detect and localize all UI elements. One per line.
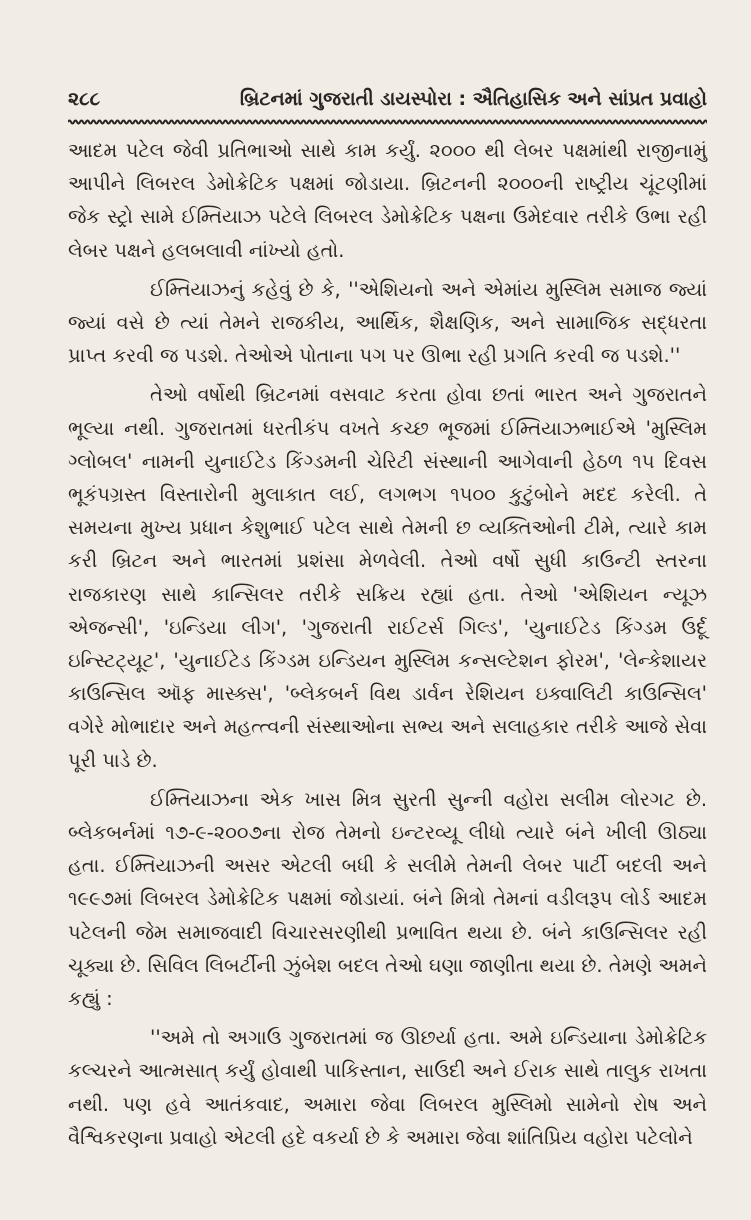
page-number: ૨૮૮: [68, 88, 101, 110]
page-header: [68, 86, 707, 112]
page-body: [68, 134, 707, 1154]
paragraph-quote-imtiyaz: ઈમ્તિયાઝનું કહેવું છે કે, ''એશિયનો અને એમાંય મુસ્લિમ સમાજ જ્યાં જ્યાં વસે છે ત્યાં તેમને રાજકીય, આર્થિક, શૈક્ષણિક, અને સામાજિક સદ્ધરતા પ્રાપ્ત કરવી જ પડશે. તેઓએ પોતાના પગ પર ઊભા રહી પ્રગતિ કરવી જ પડશે.'': [68, 277, 707, 368]
paragraph-salim-lorgat: ઈમ્તિયાઝના એક ખાસ મિત્ર સુરતી સુન્ની વહોરા સલીમ લોરગટ છે. બ્લેકબર્નમાં ૧૭-૯-૨૦૦૭ના રોજ તેમનો ઇન્ટરવ્યૂ લીધો ત્યારે બંને ખીલી ઊઠ્યા હતા. ઈમ્તિયાઝની અસર એટલી બધી કે સલીમે તેમની લેબર પાર્ટી બદલી અને ૧૯૯૭માં લિબરલ ડેમોક્રેટિક પક્ષમાં જોડાયાં. બંને મિત્રો તેમનાં વડીલરૂપ લોર્ડ આદમ પટેલની જેમ સમાજવાદી વિચારસરણીથી પ્રભાવિત થયા છે. બંને કાઉન્સિલર રહી ચૂક્યા છે. સિવિલ લિબર્ટીની ઝુંબેશ બદલ તેઓ ઘણા જાણીતા થયા છે. તેમણે અમને કહ્યું :: [68, 787, 707, 1011]
running-title: બ્રિટનમાં ગુજરાતી ડાયસ્પોરા : ઐતિહાસિક અને સાંપ્રત પ્રવાહો: [239, 88, 707, 110]
paragraph-quote-salim: ''અમે તો અગાઉ ગુજરાતમાં જ ઊછર્યા હતા. અમે ઇન્ડિયાના ડેમોક્રેટિક કલ્ચરને આત્મસાત્ કર્યું હોવાથી પાકિસ્તાન, સાઉદી અને ઈરાક સાથે તાલુક રાખતા નથી. પણ હવે આતંકવાદ, અમારા જેવા લિબરલ મુસ્લિમો સામેનો રોષ અને વૈશ્વિકરણના પ્રવાહો એટલી હદે વકર્યા છે કે અમારા જેવા શાંતિપ્રિય વહોરા પટેલોને: [68, 1026, 707, 1149]
header-divider: [68, 118, 707, 126]
paragraph-continuation: આદમ પટેલ જેવી પ્રતિભાઓ સાથે કામ કર્યું. ૨૦૦૦ થી લેબર પક્ષમાંથી રાજીનામું આપીને લિબરલ ડેમોક્રેટિક પક્ષમાં જોડાયા. બ્રિટનની ૨૦૦૦ની રાષ્ટ્રીય ચૂંટણીમાં જેક સ્ટ્રો સામે ઈમ્તિયાઝ પટેલે લિબરલ ડેમોક્રેટિક પક્ષના ઉમેદવાર તરીકે ઉભા રહી લેબર પક્ષને હલબલાવી નાંખ્યો હતો.: [68, 139, 707, 262]
paragraph-contributions: તેઓ વર્ષોથી બ્રિટનમાં વસવાટ કરતા હોવા છતાં ભારત અને ગુજરાતને ભૂલ્યા નથી. ગુજરાતમાં ધરતીકંપ વખતે કચ્છ ભૂજમાં ઈમ્તિયાઝભાઈએ 'મુસ્લિમ ગ્લોબલ' નામની યુનાઈટેડ કિંગ્ડમની ચેરિટી સંસ્થાની આગેવાની હેઠળ ૧૫ દિવસ ભૂકંપગ્રસ્ત વિસ્તારોની મુલાકાત લઈ, લગભગ ૧૫૦૦ કુટુંબોને મદદ કરેલી. તે સમયના મુખ્ય પ્રધાન કેશુભાઈ પટેલ સાથે તેમની છ વ્યક્તિઓની ટીમે, ત્યારે કામ કરી બ્રિટન અને ભારતમાં પ્રશંસા મેળવેલી. તેઓ વર્ષો સુધી કાઉન્ટી સ્તરના રાજકારણ સાથે કાન્સિલર તરીકે સક્રિય રહ્યાં હતા. તેઓ 'એશિયન ન્યૂઝ એજન્સી', 'ઇન્ડિયા લીગ', 'ગુજરાતી રાઈટર્સ ગિલ્ડ', 'યુનાઈટેડ કિંગ્ડમ ઉર્દૂ ઇન્સ્ટિટ્યૂટ', 'યુનાઈટેડ કિંગ્ડમ ઇન્ડિયન મુસ્લિમ કન્સલ્ટેશન ફોરમ', 'લેન્કેશાયર કાઉન્સિલ ઑફ માસ્ક્સ', 'બ્લેકબર્ન વિથ ડાર્વન રેશિયન ઇક્વાલિટી કાઉન્સિલ' વગેરે મોભાદાર અને મહત્ત્વની સંસ્થાઓના સભ્ય અને સલાહકાર તરીકે આજે સેવા પૂરી પાડે છે.: [68, 383, 707, 772]
